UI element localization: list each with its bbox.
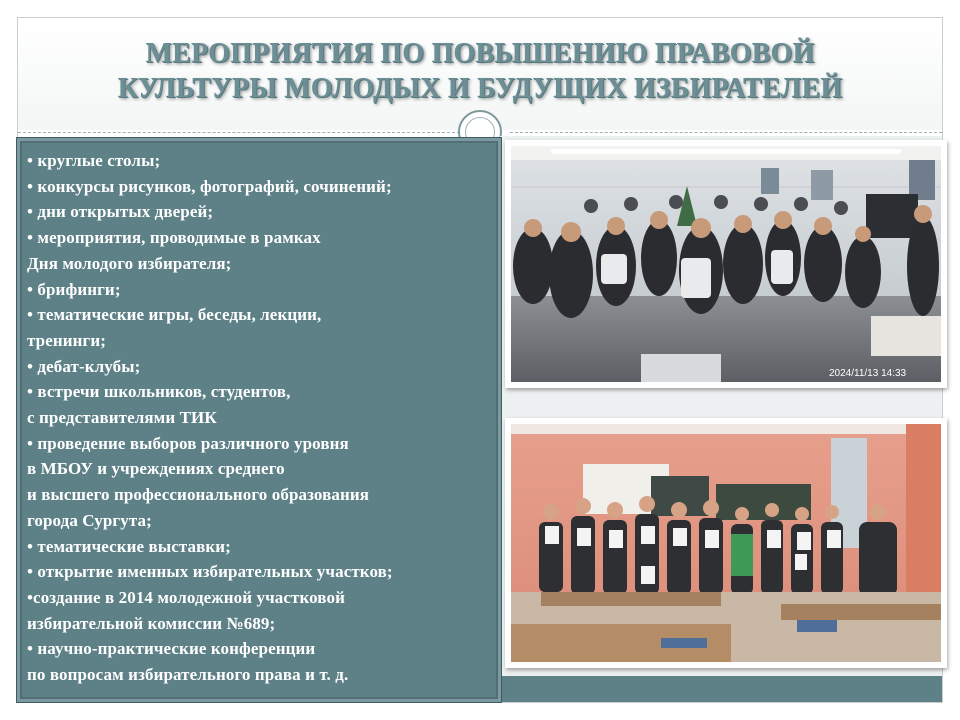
auditorium-photo <box>505 140 947 388</box>
list-line: избирательной комиссии №689; <box>27 613 276 633</box>
list-line: • тематические игры, беседы, лекции, <box>27 305 322 325</box>
list-line: • дни открытых дверей; <box>27 202 214 222</box>
auditorium-photo-image <box>511 146 941 382</box>
photo-timestamp: 2024/11/13 14:33 <box>829 368 907 379</box>
divider-right <box>510 132 942 133</box>
list-line: города Сургута; <box>27 510 152 530</box>
list-line: в МБОУ и учреждениях среднего <box>27 459 285 479</box>
list-line: • круглые столы; <box>27 151 161 170</box>
slide-title <box>30 36 930 106</box>
list-line: • мероприятия, проводимые в рамках <box>27 228 321 248</box>
title-line-1: МЕРОПРИЯТИЯ ПО ПОВЫШЕНИЮ ПРАВОВОЙ <box>145 38 815 69</box>
divider-left <box>18 132 460 133</box>
list-line: и высшего профессионального образования <box>27 485 370 505</box>
list-line: •создание в 2014 молодежной участковой <box>27 587 345 607</box>
bottom-accent-bar <box>500 676 942 702</box>
list-line: • встречи школьников, студентов, <box>27 382 291 402</box>
list-line: с представителями ТИК <box>27 408 217 428</box>
list-line: • брифинги; <box>27 279 121 299</box>
activities-panel <box>16 137 502 703</box>
list-line: • конкурсы рисунков, фотографий, сочинений; <box>27 176 392 196</box>
list-line: • научно-практические конференции <box>27 639 316 659</box>
list-line: • дебат-клубы; <box>27 356 141 376</box>
list-line: Дня молодого избирателя; <box>27 253 232 273</box>
list-line: тренинги; <box>27 330 107 350</box>
list-line: • тематические выставки; <box>27 536 231 556</box>
activities-list <box>27 148 497 688</box>
classroom-photo-image <box>511 424 941 662</box>
list-line: • открытие именных избирательных участков; <box>27 562 393 582</box>
list-line: по вопросам избирательного права и т. д. <box>27 665 349 685</box>
classroom-photo <box>505 418 947 668</box>
list-line: • проведение выборов различного уровня <box>27 433 349 453</box>
title-line-2: КУЛЬТУРЫ МОЛОДЫХ И БУДУЩИХ ИЗБИРАТЕЛЕЙ <box>117 73 843 104</box>
